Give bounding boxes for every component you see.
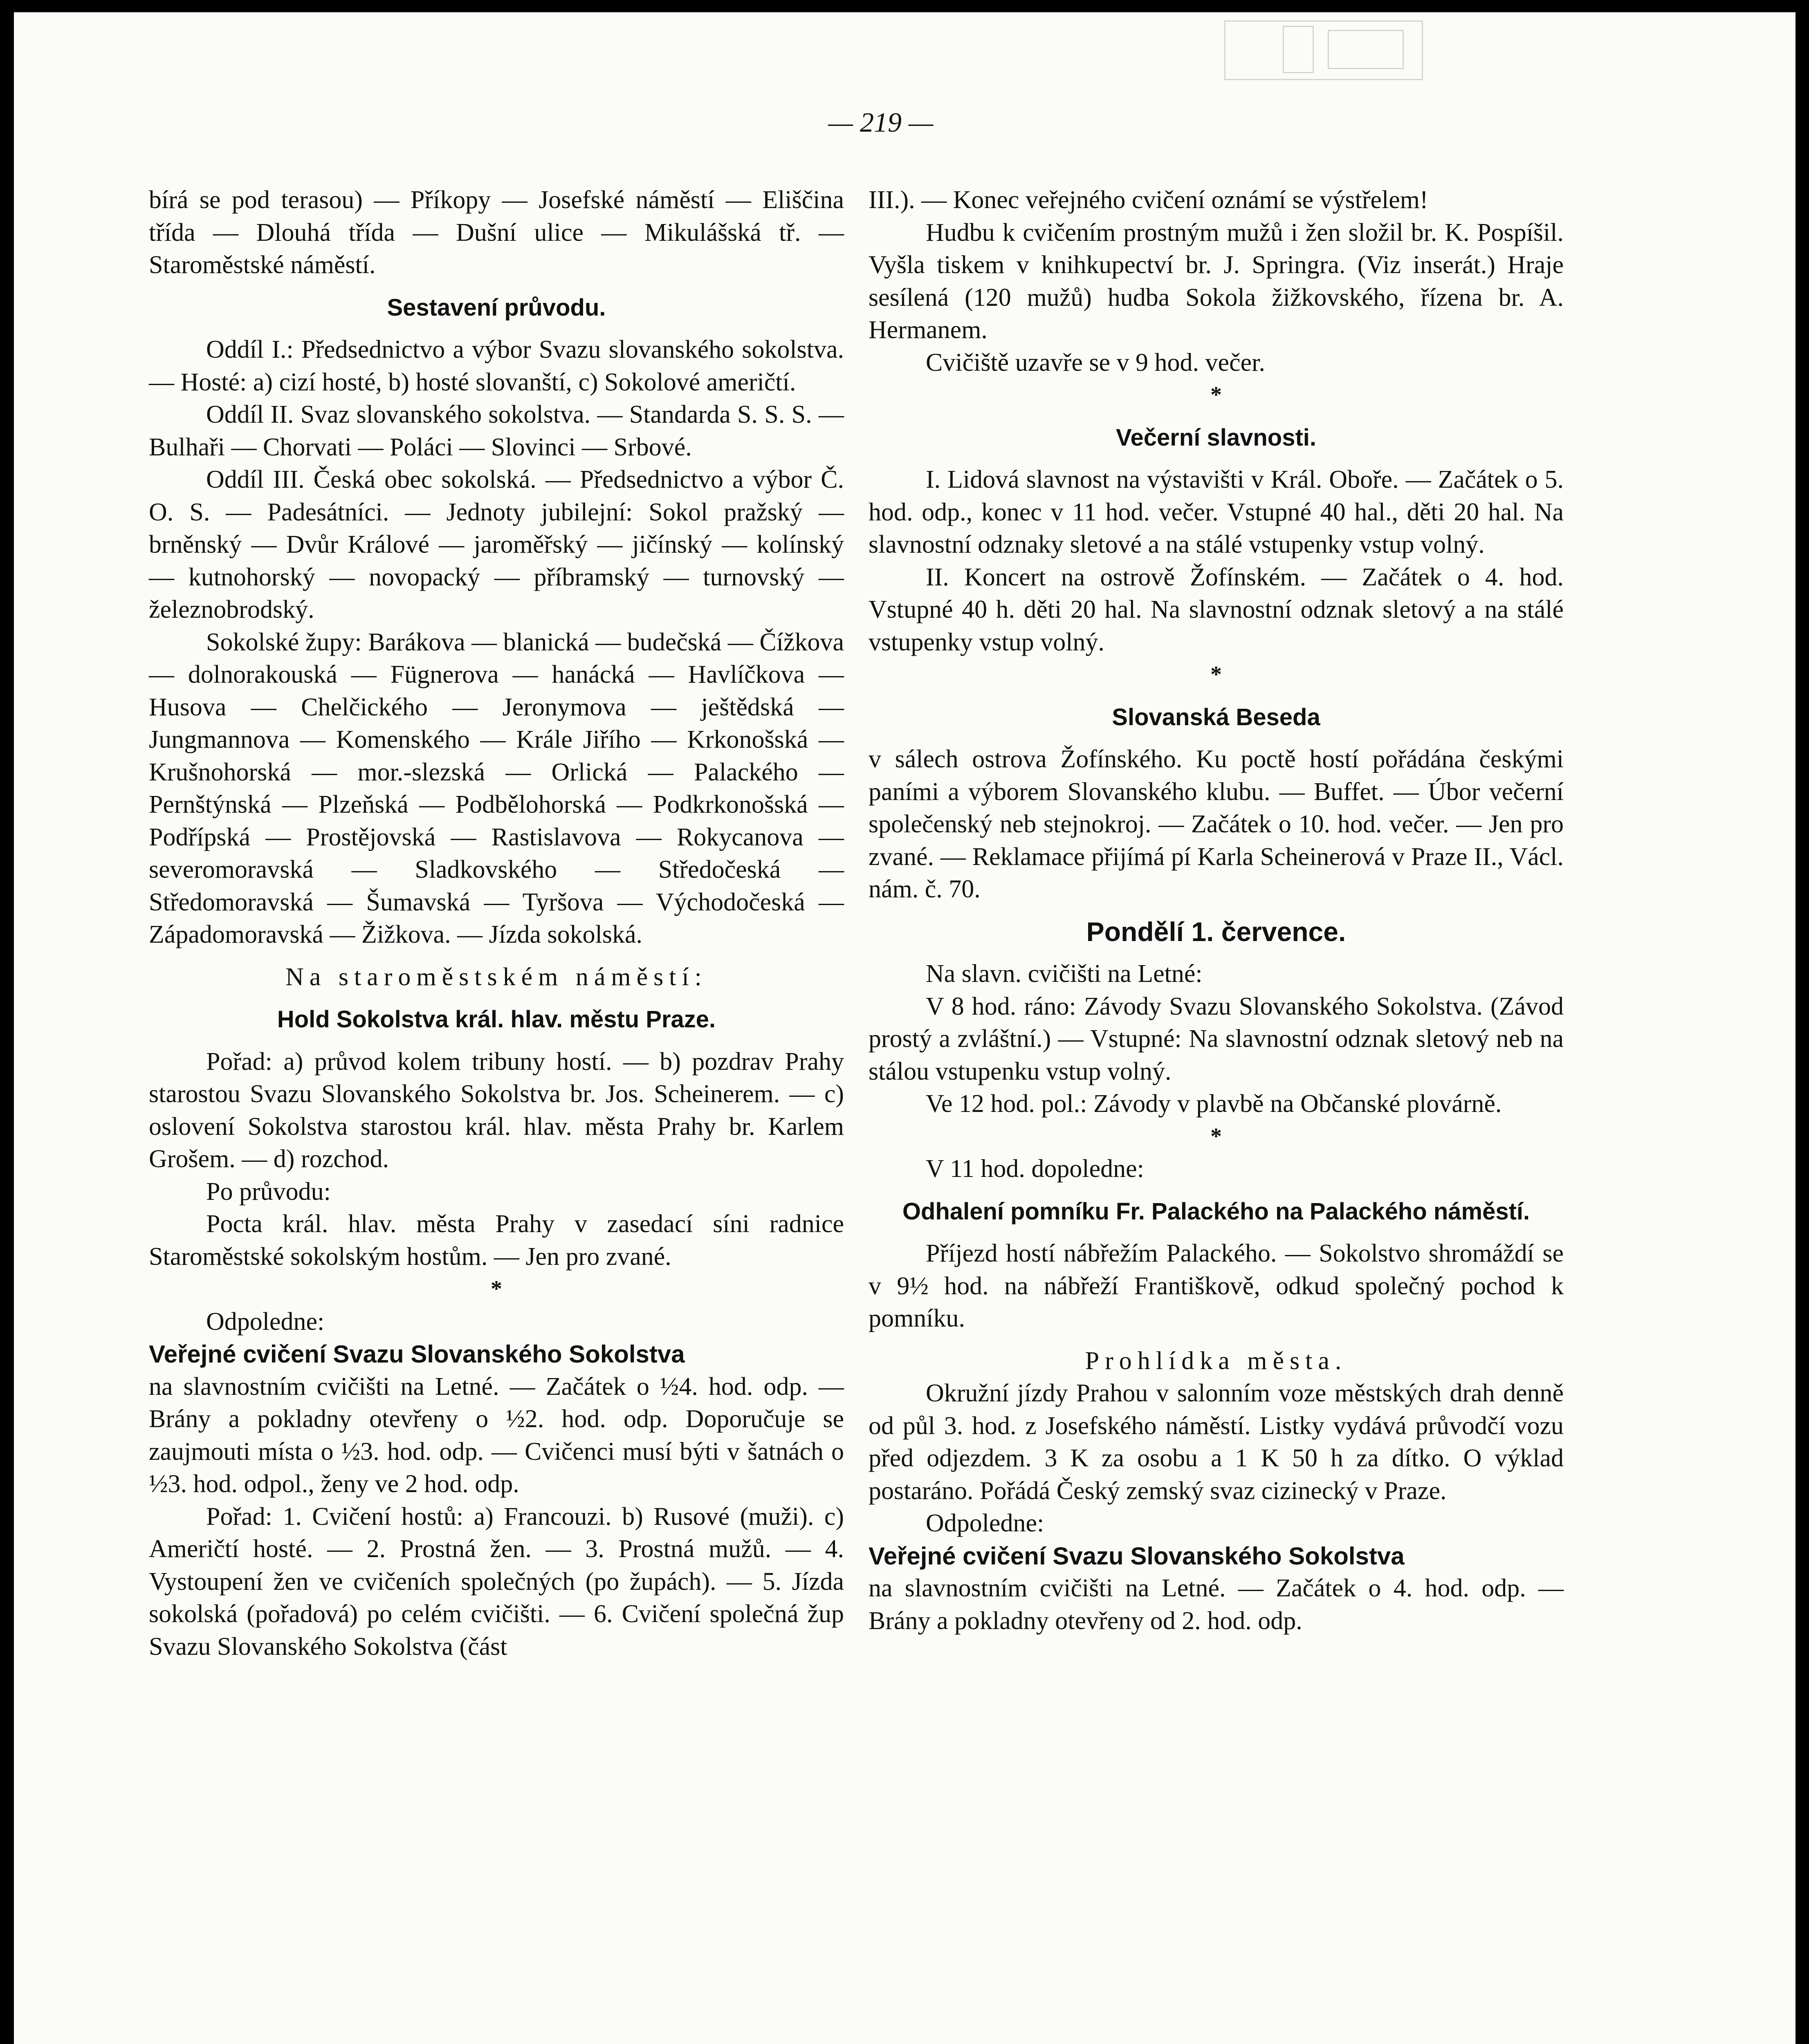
left-l16: Pořad: 1. Cvičení hostů: a) Francouzi. b) Rusové (muži). c) Američtí hosté. — 2. Prostná žen. — 3. Prostná mužů. — 4. Vystoupení žen ve cvičeních společných (po župách). — 5. Jízda sokolská (pořadová) po celém cvičišti. — 6. Cvičení společná žup Svazu Slovanského Sokolstva (část bbox=[149, 1502, 844, 1661]
left-l09: Pořad: a) průvod kolem tribuny hostí. — b) pozdrav Prahy starostou Svazu Slovanského Sokolstva br. Jos. Scheinerem. — c) oslovení Sokolstva starostou král. hlav. města Prahy br. Karlem Grošem. — d) rozchod. bbox=[149, 1047, 844, 1173]
spacer bbox=[149, 282, 844, 291]
right-r22: Veřejné cvičení Svazu Slovanského Sokolstva bbox=[869, 1542, 1405, 1570]
right-r17: Odhalení pomníku Fr. Palackého na Palackého náměstí. bbox=[902, 1198, 1530, 1225]
left-l14: Veřejné cvičení Svazu Slovanského Sokolstva bbox=[149, 1340, 685, 1368]
spacer bbox=[869, 1186, 1564, 1195]
library-stamp bbox=[1224, 20, 1423, 80]
right-r06: I. Lidová slavnost na výstavišti v Král. Oboře. — Začátek o 5. hod. odp., konec v 11 hod. večer. Vstupné 40 hal., děti 20 hal. Na slavnostní odznaky sletové a na stálé vstupenky vstup volný. bbox=[869, 466, 1564, 558]
left-l03: Oddíl I.: Předsednictvo a výbor Svazu slovanského sokolstva. — Hosté: a) cizí hosté, b) hosté slovanští, c) Sokolové američtí. bbox=[149, 336, 844, 396]
spacer bbox=[869, 691, 1564, 701]
spacer bbox=[149, 324, 844, 334]
right-column bbox=[869, 184, 1564, 1637]
right-r15: * bbox=[1210, 1123, 1222, 1149]
right-r20: Okružní jízdy Prahou v salonním voze městských drah denně od půl 3. hod. z Josefského náměstí. Listky vydává průvodčí vozu před odjezdem. 3 K za osobu a 1 K 50 h za dítko. O výklad postaráno. Pořádá Český zemský svaz cizinecký v Praze. bbox=[869, 1379, 1564, 1505]
right-r02: Hudbu k cvičením prostným mužů i žen složil br. K. Pospíšil. Vyšla tiskem v knihkupectví br. J. Springra. (Viz inserát.) Hraje sesílená (120 mužů) hudba Sokola žižkovského, řízena br. A. Hermanem. bbox=[869, 218, 1564, 344]
right-r08: * bbox=[1210, 662, 1222, 687]
left-l01: bírá se pod terasou) — Příkopy — Josefské náměstí — Eliščina třída — Dlouhá třída — Dušní ulice — Mikulášská tř. — Staroměstské náměstí. bbox=[149, 186, 844, 279]
spacer bbox=[149, 1036, 844, 1046]
left-l11: Pocta král. hlav. města Prahy v zasedací síni radnice Staroměstské sokolským hostům. — Jen pro zvané. bbox=[149, 1210, 844, 1271]
right-r11: Pondělí 1. července. bbox=[1086, 916, 1346, 947]
spacer bbox=[869, 1228, 1564, 1237]
left-column bbox=[149, 184, 844, 1663]
right-r01: III.). — Konec veřejného cvičení oznámí se výstřelem! bbox=[869, 186, 1428, 214]
left-l04: Oddíl II. Svaz slovanského sokolstva. — Standarda S. S. S. — Bulhaři — Chorvati — Poláci — Slovinci — Srbové. bbox=[149, 401, 844, 461]
spacer bbox=[869, 948, 1564, 958]
right-r10: v sálech ostrova Žofínského. Ku poctě hostí pořádána českými paními a výborem Slovanského klubu. — Buffet. — Úbor večerní společenský neb stejnokroj. — Začátek o 10. hod. večer. — Jen pro zvané. — Reklamace přijímá pí Karla Scheinerová v Praze II., Václ. nám. č. 70. bbox=[869, 745, 1564, 903]
left-l02: Sestavení průvodu. bbox=[387, 294, 606, 321]
right-r09: Slovanská Beseda bbox=[1112, 704, 1320, 731]
page-number: — 219 — bbox=[828, 107, 934, 138]
right-r21: Odpoledne: bbox=[926, 1509, 1044, 1537]
spacer bbox=[149, 993, 844, 1003]
spacer bbox=[869, 1335, 1564, 1345]
right-r13: V 8 hod. ráno: Závody Svazu Slovanského Sokolstva. (Závod prostý a zvláštní.) — Vstupné: Na slavnostní odznak sletový neb na stálou vstupenku vstup volný. bbox=[869, 992, 1564, 1085]
left-l08: Hold Sokolstva král. hlav. městu Praze. bbox=[277, 1006, 716, 1033]
right-r03: Cvičiště uzavře se v 9 hod. večer. bbox=[926, 348, 1265, 377]
right-r14: Ve 12 hod. pol.: Závody v plavbě na Občanské plovárně. bbox=[926, 1090, 1502, 1118]
spacer bbox=[149, 951, 844, 961]
spacer bbox=[869, 412, 1564, 421]
left-l10: Po průvodu: bbox=[206, 1177, 331, 1206]
left-l12: * bbox=[491, 1276, 502, 1302]
left-l05: Oddíl III. Česká obec sokolská. — Předsednictvo a výbor Č. O. S. — Padesátníci. — Jednoty jubilejní: Sokol pražský — brněnský — Dvůr Králové — jaroměřský — jičínský — kolínský — kutnohorský — novopacký — příbramský — turnovský — železnobrodský. bbox=[149, 466, 844, 623]
spacer bbox=[869, 906, 1564, 916]
spacer bbox=[869, 733, 1564, 743]
right-r07: II. Koncert na ostrově Žofínském. — Začátek o 4. hod. Vstupné 40 h. děti 20 hal. Na slavnostní odznak sletový a na stálé vstupenky vstup volný. bbox=[869, 563, 1564, 656]
right-r04: * bbox=[1210, 382, 1222, 408]
left-l07: Na staroměstském náměstí: bbox=[285, 963, 707, 991]
left-l06: Sokolské župy: Barákova — blanická — budečská — Čížkova — dolnorakouská — Fügnerova — hanácká — Havlíčkova — Husova — Chelčického — Jeronymova — ještědská — Jungmannova — Komenského — Krále Jiřího — Krkonošská — Krušnohorská — mor.-slezská — Orlická — Palackého — Pernštýnská — Plzeňská — Podbělohorská — Podkrkonošská — Podřípská — Prostějovská — Rastislavova — Rokycanova — severomoravská — Sladkovského — Středočeská — Středomoravská — Šumavská — Tyršova — Východočeská — Západomoravská — Žižkova. — Jízda sokolská. bbox=[149, 628, 844, 948]
page-sheet bbox=[14, 12, 1796, 2044]
right-r16: V 11 hod. dopoledne: bbox=[926, 1155, 1144, 1183]
left-l13: Odpoledne: bbox=[206, 1307, 325, 1336]
right-r19: Prohlídka města. bbox=[1085, 1347, 1347, 1375]
right-r12: Na slavn. cvičišti na Letné: bbox=[926, 960, 1203, 988]
right-r23: na slavnostním cvičišti na Letné. — Začátek o 4. hod. odp. — Brány a pokladny otevřeny od 2. hod. odp. bbox=[869, 1574, 1564, 1635]
left-l15: na slavnostním cvičišti na Letné. — Začátek o ½4. hod. odp. — Brány a pokladny otevřeny o ½2. hod. odp. Doporučuje se zaujmouti místa o ½3. hod. odp. — Cvičenci musí býti v šatnách o ½3. hod. odpol., ženy ve 2 hod. odp. bbox=[149, 1372, 844, 1498]
right-r18: Příjezd hostí nábřežím Palackého. — Sokolstvo shromáždí se v 9½ hod. na nábřeží Františkově, odkud společný pochod k pomníku. bbox=[869, 1239, 1564, 1332]
right-r05: Večerní slavnosti. bbox=[1115, 424, 1317, 451]
spacer bbox=[869, 454, 1564, 464]
